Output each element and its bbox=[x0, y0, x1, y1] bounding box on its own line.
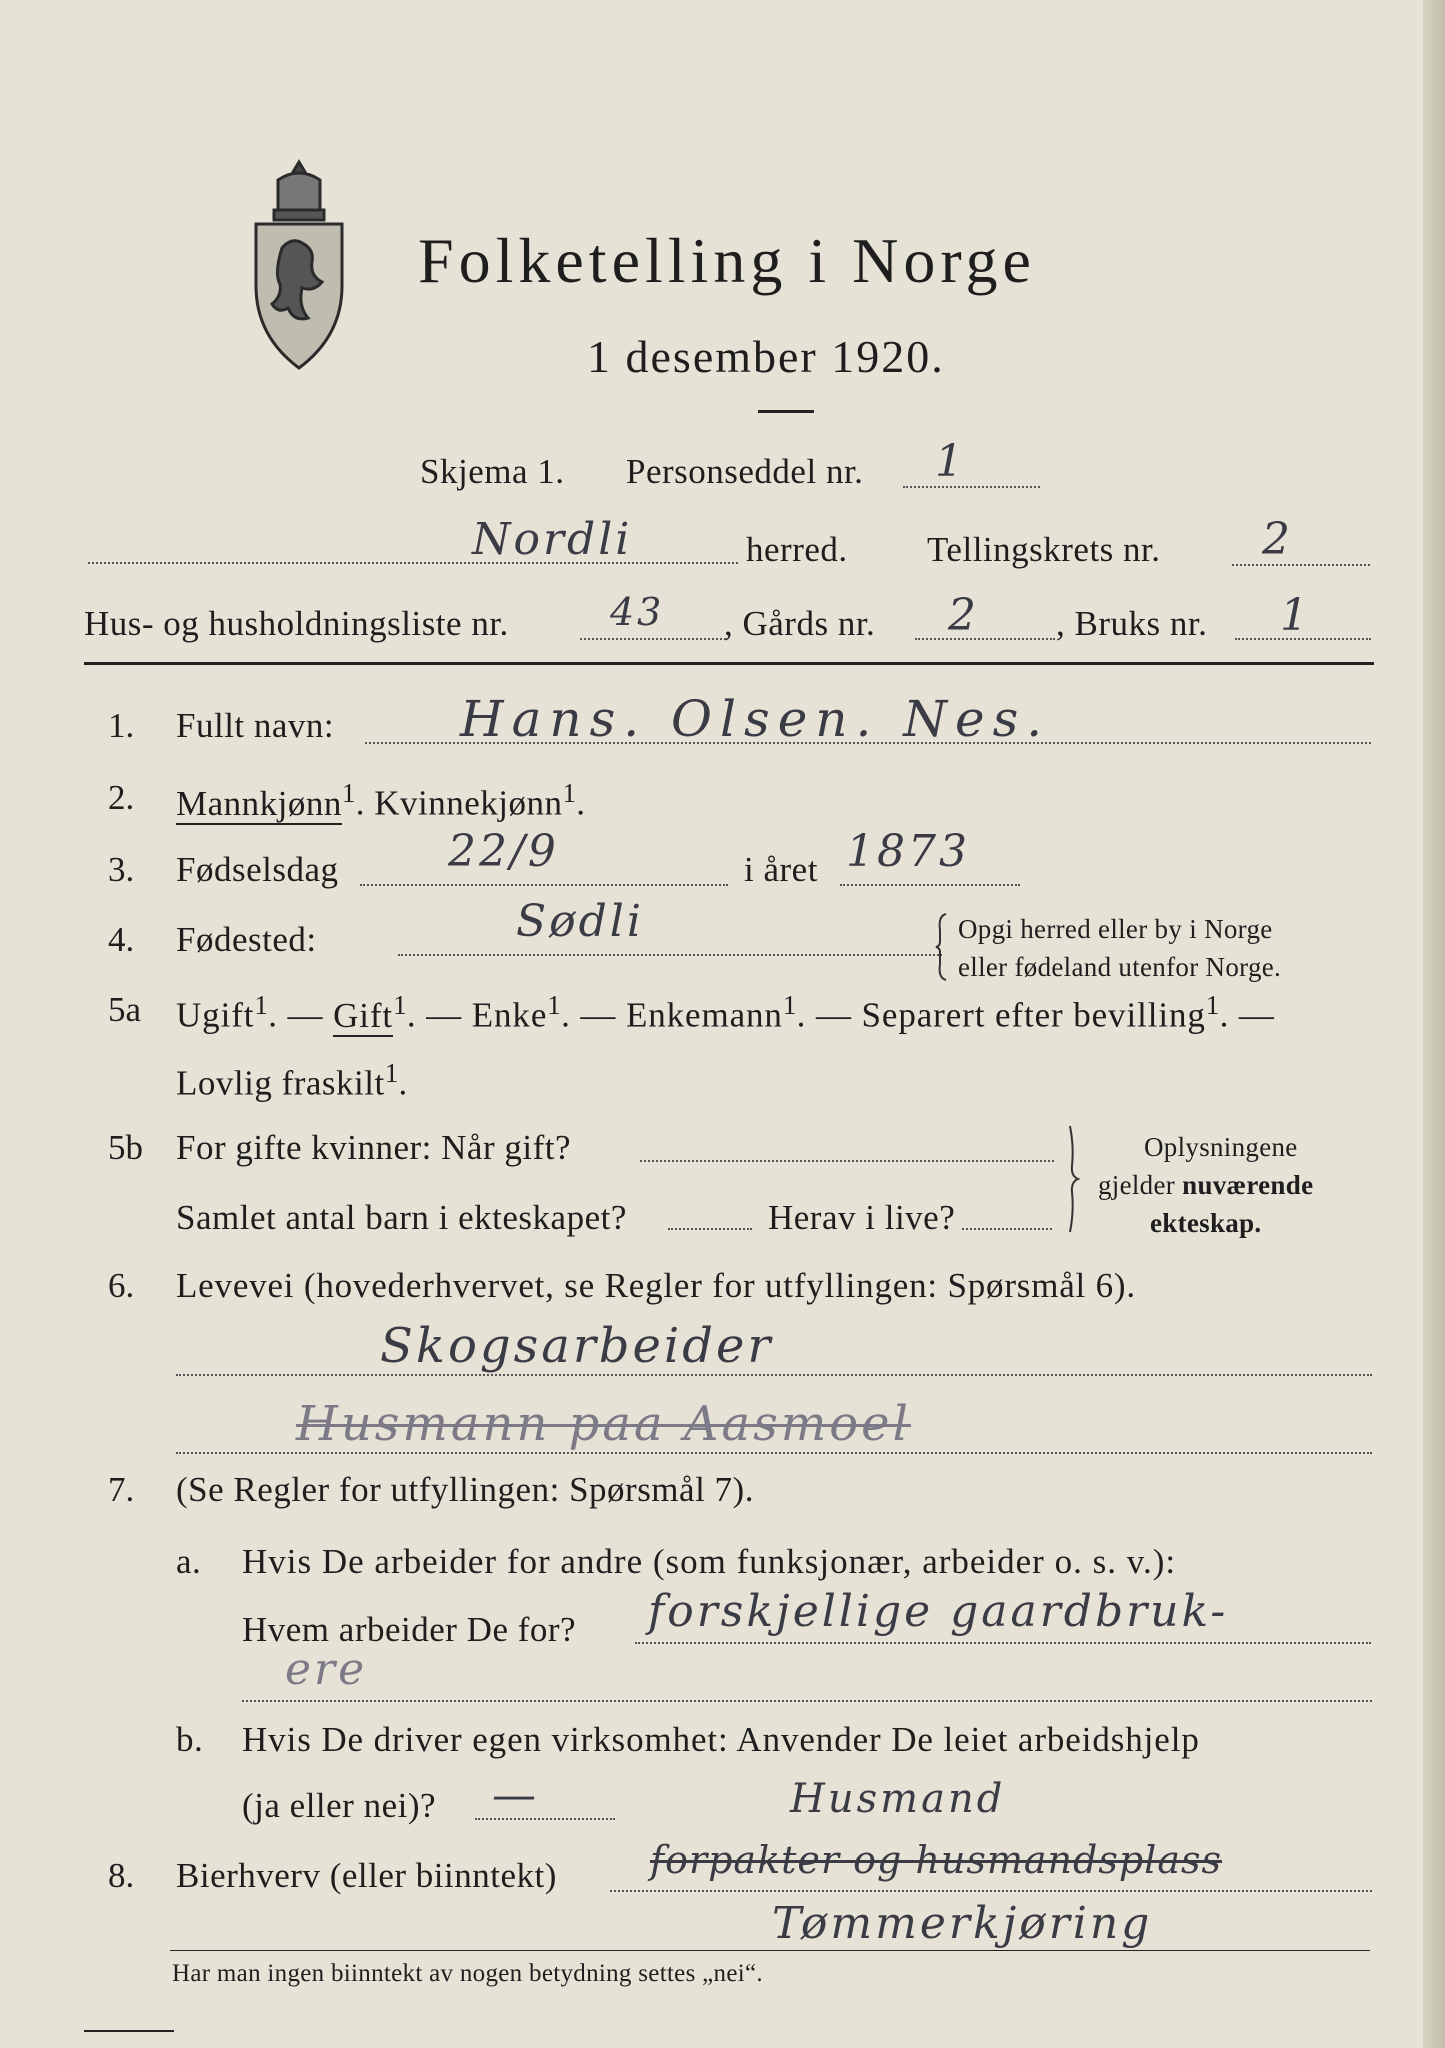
q5a-line2: Lovlig fraskilt$^1$. bbox=[176, 1058, 408, 1103]
bruks-label: , Bruks nr. bbox=[1056, 604, 1208, 643]
gards-field[interactable] bbox=[915, 638, 1055, 640]
hired-help-value: — bbox=[492, 1770, 539, 1821]
male-option[interactable]: Mannkjønn bbox=[176, 783, 342, 823]
q3-label: Fødselsdag bbox=[176, 850, 339, 889]
birthplace-field[interactable] bbox=[398, 954, 942, 956]
herred-field[interactable] bbox=[88, 562, 738, 564]
q7a-number: a. bbox=[176, 1542, 202, 1581]
birth-date-field[interactable] bbox=[360, 884, 728, 886]
occupation-field-line1[interactable] bbox=[176, 1374, 1372, 1376]
q2-options: Mannkjønn$^1$. Kvinnekjønn$^1$. bbox=[176, 778, 586, 823]
q4-brace-icon bbox=[934, 912, 948, 982]
footer-note: Har man ingen biinntekt av nogen betydning settes „nei“. bbox=[172, 1960, 763, 1987]
occupation-value-line2: Husmann paa Aasmoel bbox=[296, 1396, 911, 1452]
q5b-note1: Oplysningene bbox=[1144, 1132, 1298, 1162]
q4-label: Fødested: bbox=[176, 920, 317, 959]
coat-of-arms-icon bbox=[244, 158, 354, 374]
q7-label: (Se Regler for utfyllingen: Spørsmål 7). bbox=[176, 1470, 754, 1509]
employer-field-line1[interactable] bbox=[635, 1642, 1371, 1644]
female-option[interactable]: Kvinnekjønn bbox=[374, 783, 563, 823]
birth-year-field[interactable] bbox=[840, 884, 1020, 886]
birth-date-value: 22/9 bbox=[448, 826, 559, 877]
form-title: Folketelling i Norge bbox=[418, 225, 1036, 296]
occupation-value-line1: Skogsarbeider bbox=[380, 1318, 774, 1374]
q7a-label: Hvis De arbeider for andre (som funksjonær, arbeider o. s. v.): bbox=[242, 1542, 1177, 1581]
gards-label: , Gårds nr. bbox=[724, 604, 876, 643]
gards-value: 2 bbox=[948, 590, 979, 641]
herred-value: Nordli bbox=[472, 514, 633, 565]
q7b-label2: (ja eller nei)? bbox=[242, 1786, 437, 1825]
q5b-note2: gjelder nuværende bbox=[1098, 1170, 1314, 1200]
full-name-value: Hans. Olsen. Nes. bbox=[460, 690, 1051, 748]
q6-label: Levevei (hovederhvervet, se Regler for utfyllingen: Spørsmål 6). bbox=[176, 1266, 1136, 1305]
q7-number: 7. bbox=[108, 1470, 135, 1509]
q4-number: 4. bbox=[108, 920, 135, 959]
ugift-option[interactable]: Ugift bbox=[176, 995, 255, 1035]
secondary-income-struck: forpakter og husmandsplass bbox=[650, 1838, 1222, 1882]
q1-label: Fullt navn: bbox=[176, 706, 335, 745]
q4-note-line1: Opgi herred eller by i Norge bbox=[958, 914, 1273, 944]
personseddel-value: 1 bbox=[935, 436, 966, 487]
q1-number: 1. bbox=[108, 706, 135, 745]
q7b-label: Hvis De driver egen virksomhet: Anvender De leiet arbeidshjelp bbox=[242, 1720, 1200, 1759]
q2-number: 2. bbox=[108, 778, 135, 817]
footnote-rule bbox=[84, 2030, 174, 2032]
q4-note-line2: eller fødeland utenfor Norge. bbox=[958, 952, 1282, 982]
q5a-options: Ugift$^1$. — Gift$^1$. — Enke$^1$. — Enkemann$^1$. — Separert efter bevilling$^1$. — bbox=[176, 990, 1275, 1035]
form-date: 1 desember 1920. bbox=[587, 331, 945, 382]
bruks-value: 1 bbox=[1280, 590, 1311, 641]
occupation-field-line2[interactable] bbox=[176, 1452, 1372, 1454]
page-edge bbox=[1423, 0, 1445, 2048]
q8-label: Bierhverv (eller biinntekt) bbox=[176, 1856, 557, 1895]
q5b-note3: ekteskap. bbox=[1150, 1208, 1262, 1238]
secondary-income-bottom: Tømmerkjøring bbox=[772, 1898, 1153, 1949]
personseddel-field[interactable] bbox=[903, 486, 1040, 488]
fraskilt-option[interactable]: Lovlig fraskilt bbox=[176, 1063, 385, 1103]
gift-option[interactable]: Gift bbox=[333, 995, 394, 1035]
enkemann-option[interactable]: Enkemann bbox=[625, 995, 783, 1035]
children-alive-field[interactable] bbox=[962, 1228, 1052, 1230]
q8-number: 8. bbox=[108, 1856, 135, 1895]
hus-label: Hus- og husholdningsliste nr. bbox=[84, 604, 509, 643]
footer-divider bbox=[170, 1950, 1370, 1951]
header-divider bbox=[84, 662, 1374, 665]
secondary-income-top: Husmand bbox=[790, 1776, 1006, 1822]
q5b-number: 5b bbox=[108, 1128, 143, 1167]
children-total-field[interactable] bbox=[668, 1228, 752, 1230]
q5b-label3: Herav i live? bbox=[768, 1198, 956, 1237]
secondary-income-field[interactable] bbox=[610, 1890, 1372, 1892]
q3-number: 3. bbox=[108, 850, 135, 889]
employer-value-line2: ere bbox=[285, 1644, 368, 1695]
title-divider bbox=[758, 410, 814, 413]
tellingskrets-value: 2 bbox=[1262, 514, 1293, 565]
tellingskrets-label: Tellingskrets nr. bbox=[927, 530, 1161, 569]
separert-option[interactable]: Separert efter bevilling bbox=[861, 995, 1206, 1035]
employer-field-line2[interactable] bbox=[242, 1700, 1372, 1702]
tellingskrets-field[interactable] bbox=[1232, 564, 1370, 566]
birthplace-value: Sødli bbox=[516, 896, 644, 947]
q5b-label1: For gifte kvinner: Når gift? bbox=[176, 1128, 572, 1167]
personseddel-label: Personseddel nr. bbox=[626, 452, 864, 491]
herred-label: herred. bbox=[746, 530, 848, 569]
employer-value-line1: forskjellige gaardbruk- bbox=[648, 1586, 1229, 1637]
q7a-label2: Hvem arbeider De for? bbox=[242, 1610, 577, 1649]
enke-option[interactable]: Enke bbox=[471, 995, 548, 1035]
q5a-number: 5a bbox=[108, 990, 142, 1029]
hus-value: 43 bbox=[610, 590, 665, 634]
q7b-number: b. bbox=[176, 1720, 204, 1759]
q6-number: 6. bbox=[108, 1266, 135, 1305]
married-when-field[interactable] bbox=[640, 1160, 1054, 1162]
hus-field[interactable] bbox=[580, 638, 726, 640]
schema-label: Skjema 1. bbox=[420, 452, 565, 491]
q3-year-label: i året bbox=[744, 850, 818, 889]
q5b-brace-icon bbox=[1064, 1124, 1080, 1234]
q5b-label2: Samlet antal barn i ekteskapet? bbox=[176, 1198, 627, 1237]
birth-year-value: 1873 bbox=[846, 826, 970, 877]
